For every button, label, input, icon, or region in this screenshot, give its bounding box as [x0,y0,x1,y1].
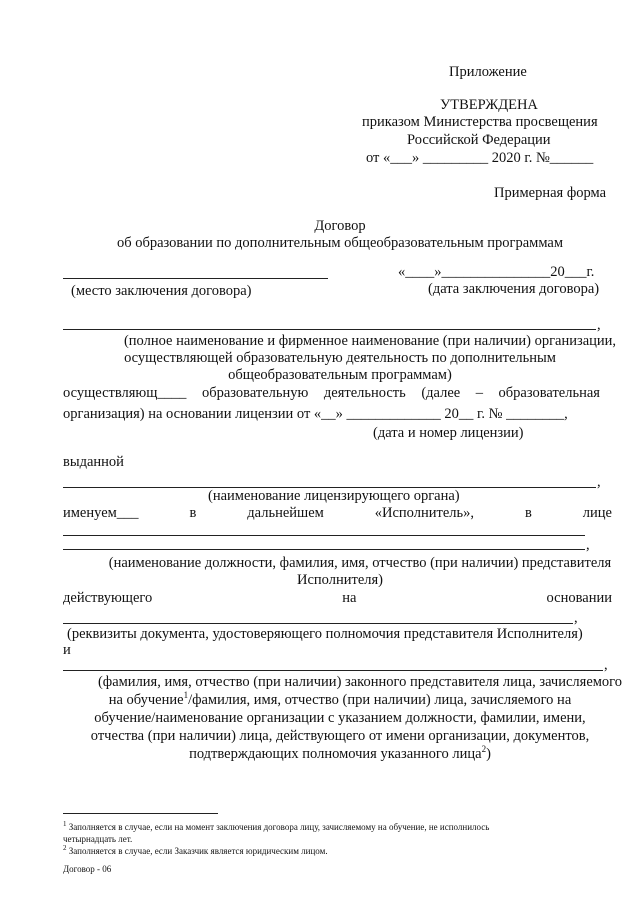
footnote-number: 2 [63,844,67,852]
place-blank-line [63,278,328,279]
word: именуем___ [63,505,139,521]
word: «Исполнитель», [374,505,474,521]
word: основании [546,590,612,606]
order-line-2: Российской Федерации [407,132,551,148]
form-type-label: Примерная форма [494,185,607,201]
document-title: Договор [314,218,366,234]
word: лице [582,505,612,521]
representative-blank-line-2 [63,549,585,550]
customer-blank-line [63,670,603,671]
label-part: ) [486,746,491,762]
representative-doc-comma: , [574,610,578,626]
customer-label-3: обучение/наименование организации с указанием должности, фамилии, имени, [94,710,586,726]
footnote-1-line-1 [63,822,489,833]
order-line-1: приказом Министерства просвещения [362,114,598,130]
organization-blank-line [63,329,596,330]
appendix-label: Приложение [449,64,527,80]
footnote-text: Заполняется в случае, если Заказчик является юридическим лицом. [68,846,328,856]
representative-blank-line-1 [63,535,585,536]
issuer-label: (наименование лицензирующего органа) [208,488,460,504]
issued-label: выданной [63,454,124,470]
footnote-ref-2: 2 [481,744,487,755]
footnote-2 [63,846,328,857]
word: в [524,505,532,521]
label-part: подтверждающих полномочия указанного лица [189,746,482,762]
and-label: и [63,642,71,658]
footnote-number: 1 [63,820,67,828]
representative-basis-row [63,590,612,606]
organization-label-3: общеобразовательным программам) [228,367,452,383]
organization-label-1: (полное наименование и фирменное наименование (при наличии) организации, [123,333,617,349]
document-code: Договор - 06 [63,864,112,874]
footnote-ref-1: 1 [183,690,189,701]
word: образовательная [498,385,600,401]
order-line-3: от «___» _________ 2020 г. №______ [366,150,594,166]
date-blank: «____»_______________20___г. [398,264,595,280]
representative-doc-label: (реквизиты документа, удостоверяющего полномочия представителя Исполнителя) [67,626,583,642]
document-subtitle: об образовании по дополнительным общеобразовательным программам [116,235,564,251]
approved-label: УТВЕРЖДЕНА [440,97,538,113]
representative-doc-blank-line [63,623,573,624]
label-part: /фамилия, имя, отчество (при наличии) лица, зачисляемого на [188,692,572,708]
organization-row-1 [63,385,600,401]
organization-row-2: организация) на основании лицензии от «__» _____________ 20__ г. № ________, [63,406,568,422]
place-label: (место заключения договора) [71,283,252,299]
organization-label-2: осуществляющей образовательную деятельность по дополнительным [124,350,556,366]
word: дальнейшем [247,505,324,521]
customer-comma: , [604,657,608,673]
issuer-row [63,505,612,521]
word: осуществляющ____ [63,385,187,401]
word: деятельность [323,385,406,401]
footnote-separator [63,813,218,814]
word: в [189,505,197,521]
representative-label-2: Исполнителя) [297,572,383,588]
footnote-text: Заполняется в случае, если на момент заключения договора лицу, зачисляемому на обучение, не исполнилось [68,822,490,832]
label-part: на обучение [108,692,184,708]
customer-label-4: отчества (при наличии) лица, действующего от имени организации, документов, [90,728,590,744]
representative-comma: , [586,537,590,553]
license-label: (дата и номер лицензии) [373,425,524,441]
word: на [342,590,357,606]
customer-label-5 [0,746,640,762]
word: – [475,385,483,401]
word: действующего [63,590,153,606]
date-label: (дата заключения договора) [428,281,600,297]
issuer-comma: , [597,474,601,490]
organization-comma: , [597,317,601,333]
representative-label-1: (наименование должности, фамилия, имя, отчество (при наличии) представителя [108,555,612,571]
footnote-1-line-2: четырнадцать лет. [63,834,133,844]
word: (далее [421,385,461,401]
customer-label-2 [0,692,640,708]
customer-label-1: (фамилия, имя, отчество (при наличии) законного представителя лица, зачисляемого [97,674,623,690]
word: образовательную [201,385,309,401]
